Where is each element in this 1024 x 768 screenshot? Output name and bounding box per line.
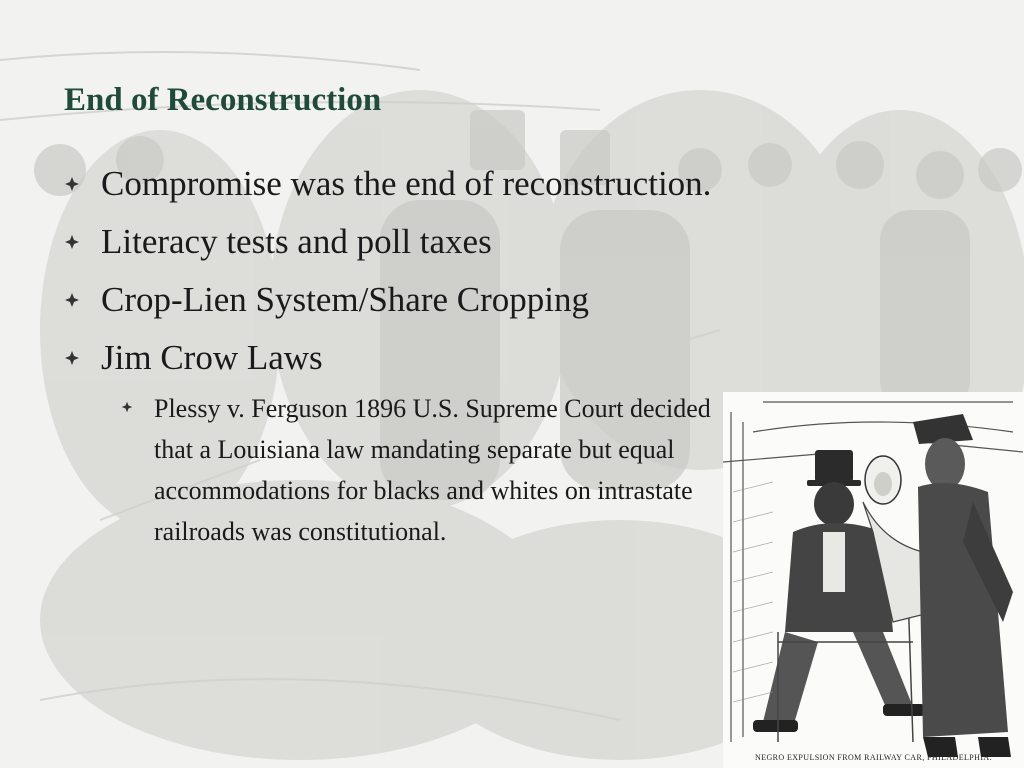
diamond-bullet-icon	[64, 350, 80, 366]
engraving-illustration	[723, 392, 1024, 768]
diamond-bullet-icon	[64, 292, 80, 308]
bullet-text: Literacy tests and poll taxes	[101, 222, 492, 261]
bullet-item	[64, 336, 724, 552]
diamond-bullet-icon	[64, 176, 80, 192]
sub-bullet-text: Plessy v. Ferguson 1896 U.S. Supreme Court decided that a Louisiana law mandating separate but equal accommodations for blacks and whites on intrastate railroads was constitutional.	[154, 394, 711, 546]
railway-car-engraving-image	[723, 392, 1024, 768]
slide-title: End of Reconstruction	[64, 82, 382, 118]
sub-bullet-list	[101, 388, 724, 552]
bullet-text: Jim Crow Laws	[101, 338, 323, 377]
sub-bullet-item	[109, 388, 724, 552]
diamond-bullet-icon	[121, 401, 133, 413]
bullet-item	[64, 162, 724, 206]
bullet-text: Crop-Lien System/Share Cropping	[101, 280, 590, 319]
image-caption: NEGRO EXPULSION FROM RAILWAY CAR, PHILADELPHIA.	[755, 753, 992, 762]
bullet-text: Compromise was the end of reconstruction.	[101, 164, 712, 203]
bullet-item	[64, 278, 724, 322]
bullet-item	[64, 220, 724, 264]
bullet-list	[64, 162, 724, 566]
diamond-bullet-icon	[64, 234, 80, 250]
